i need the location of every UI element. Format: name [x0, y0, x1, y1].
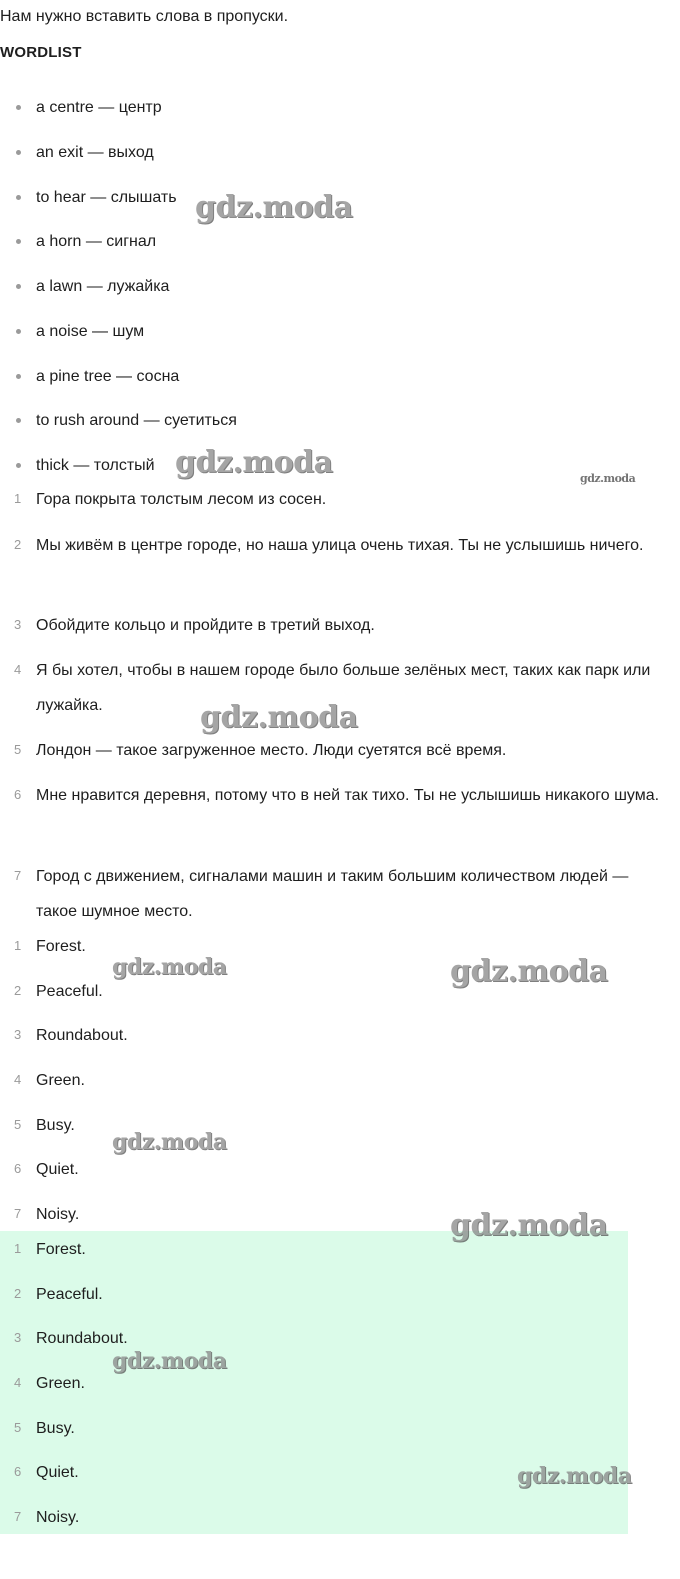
watermark-logo: gdz.moda — [112, 1129, 227, 1155]
watermark-logo: gdz.moda — [450, 954, 608, 989]
bullet-icon — [16, 284, 21, 289]
bullet-icon — [16, 105, 21, 110]
bullet-icon — [16, 150, 21, 155]
watermark-logo: gdz.moda — [580, 472, 636, 485]
watermark-logo: gdz.moda — [112, 954, 227, 980]
watermark-logo: gdz.moda — [517, 1463, 632, 1489]
bullet-icon — [16, 374, 21, 379]
bullet-icon — [16, 195, 21, 200]
intro-text: Нам нужно вставить слова в пропуски. — [0, 8, 289, 25]
bullet-icon — [16, 418, 21, 423]
wordlist-heading: WORDLIST — [0, 44, 82, 61]
watermark-logo: gdz.moda — [175, 445, 333, 480]
bullet-icon — [16, 463, 21, 468]
bullet-icon — [16, 329, 21, 334]
bullet-icon — [16, 239, 21, 244]
watermark-logo: gdz.moda — [200, 700, 358, 735]
watermark-logo: gdz.moda — [450, 1208, 608, 1243]
watermark-logo: gdz.moda — [112, 1348, 227, 1374]
watermark-logo: gdz.moda — [195, 190, 353, 225]
